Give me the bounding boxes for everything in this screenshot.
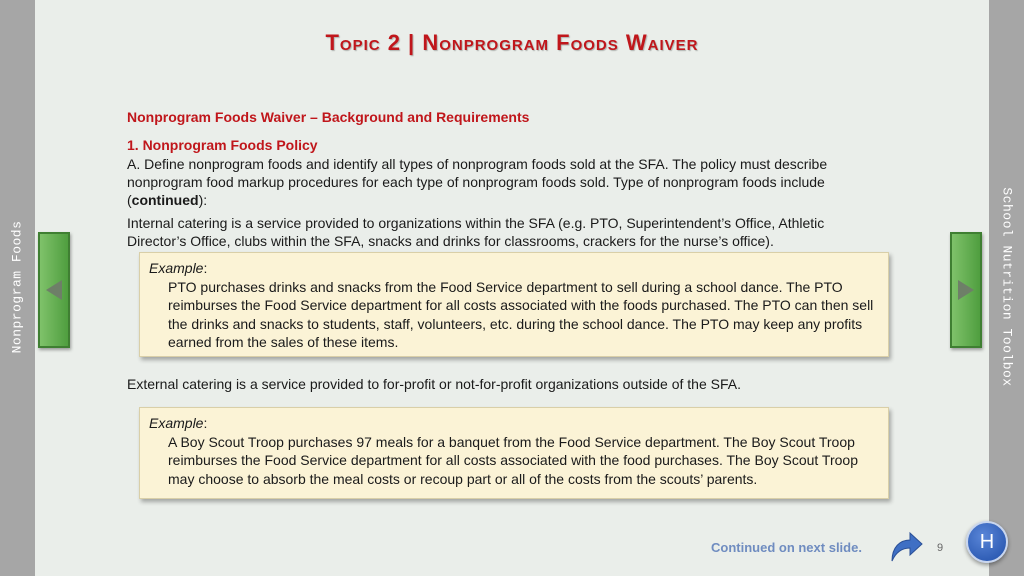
example-label: Example: [149, 260, 208, 276]
left-sidebar [0, 0, 35, 576]
example-label-text: Example [149, 415, 204, 431]
right-triangle-icon [956, 279, 976, 301]
example-text: A Boy Scout Troop purchases 97 meals for a banquet from the Food Service department. The Boy Scout Troop reimburses the Food Service department for all costs associated with the food purchases. The Boy Scout Troop may choose to absorb the meal costs or recoup part or all of the costs from the scouts’ parents. [168, 433, 858, 487]
example-label: Example: [149, 415, 208, 431]
internal-catering-paragraph: Internal catering is a service provided to organizations within the SFA (e.g. PTO, Superintendent’s Office, Athletic Director’s Office, clubs within the SFA, snacks and drinks for classrooms, crackers for the nurse’s office). [127, 215, 825, 249]
example-box-external [139, 407, 889, 499]
example-box-internal [139, 252, 889, 357]
left-sidebar-label: Nonprogram Foods [9, 220, 25, 354]
page-number: 9 [937, 542, 944, 554]
next-slide-button[interactable] [950, 232, 982, 348]
example-text: PTO purchases drinks and snacks from the Food Service department to sell during a school dance. The PTO reimburses the Food Service department for all costs associated with the foods purchased. The PTO can then sell the drinks and snacks to students, staff, volunteers, etc. during the school dance. The PTO may keep any profits earned from the sales of these items. [168, 278, 874, 350]
right-sidebar [989, 0, 1024, 576]
external-catering-paragraph: External catering is a service provided to for-profit or not-for-profit organizations outside of the SFA. [127, 376, 741, 392]
continued-note: Continued on next slide. [711, 540, 862, 555]
left-triangle-icon [44, 279, 64, 301]
continued-emphasis: continued [131, 192, 199, 208]
example-label-text: Example [149, 260, 204, 276]
previous-slide-button[interactable] [38, 232, 70, 348]
right-sidebar-label: School Nutrition Toolbox [999, 187, 1015, 387]
slide-content [127, 108, 887, 250]
policy-paragraph-a-end: ): [198, 192, 208, 208]
curved-forward-arrow-icon[interactable] [888, 527, 924, 565]
section-subtitle: Nonprogram Foods Waiver – Background and Requirements [127, 109, 530, 125]
policy-paragraph-a [127, 155, 887, 209]
slide-title: Topic 2 | Nonprogram Foods Waiver [325, 30, 699, 55]
home-button[interactable]: H [966, 521, 1008, 563]
policy-heading: 1. Nonprogram Foods Policy [127, 137, 318, 153]
policy-paragraph-a-text: A. Define nonprogram foods and identify all types of nonprogram foods sold at the SFA. The policy must describe nonprogram food markup procedures for each type of nonprogram foods sold. Type of nonprogram foods include ( [127, 156, 828, 208]
